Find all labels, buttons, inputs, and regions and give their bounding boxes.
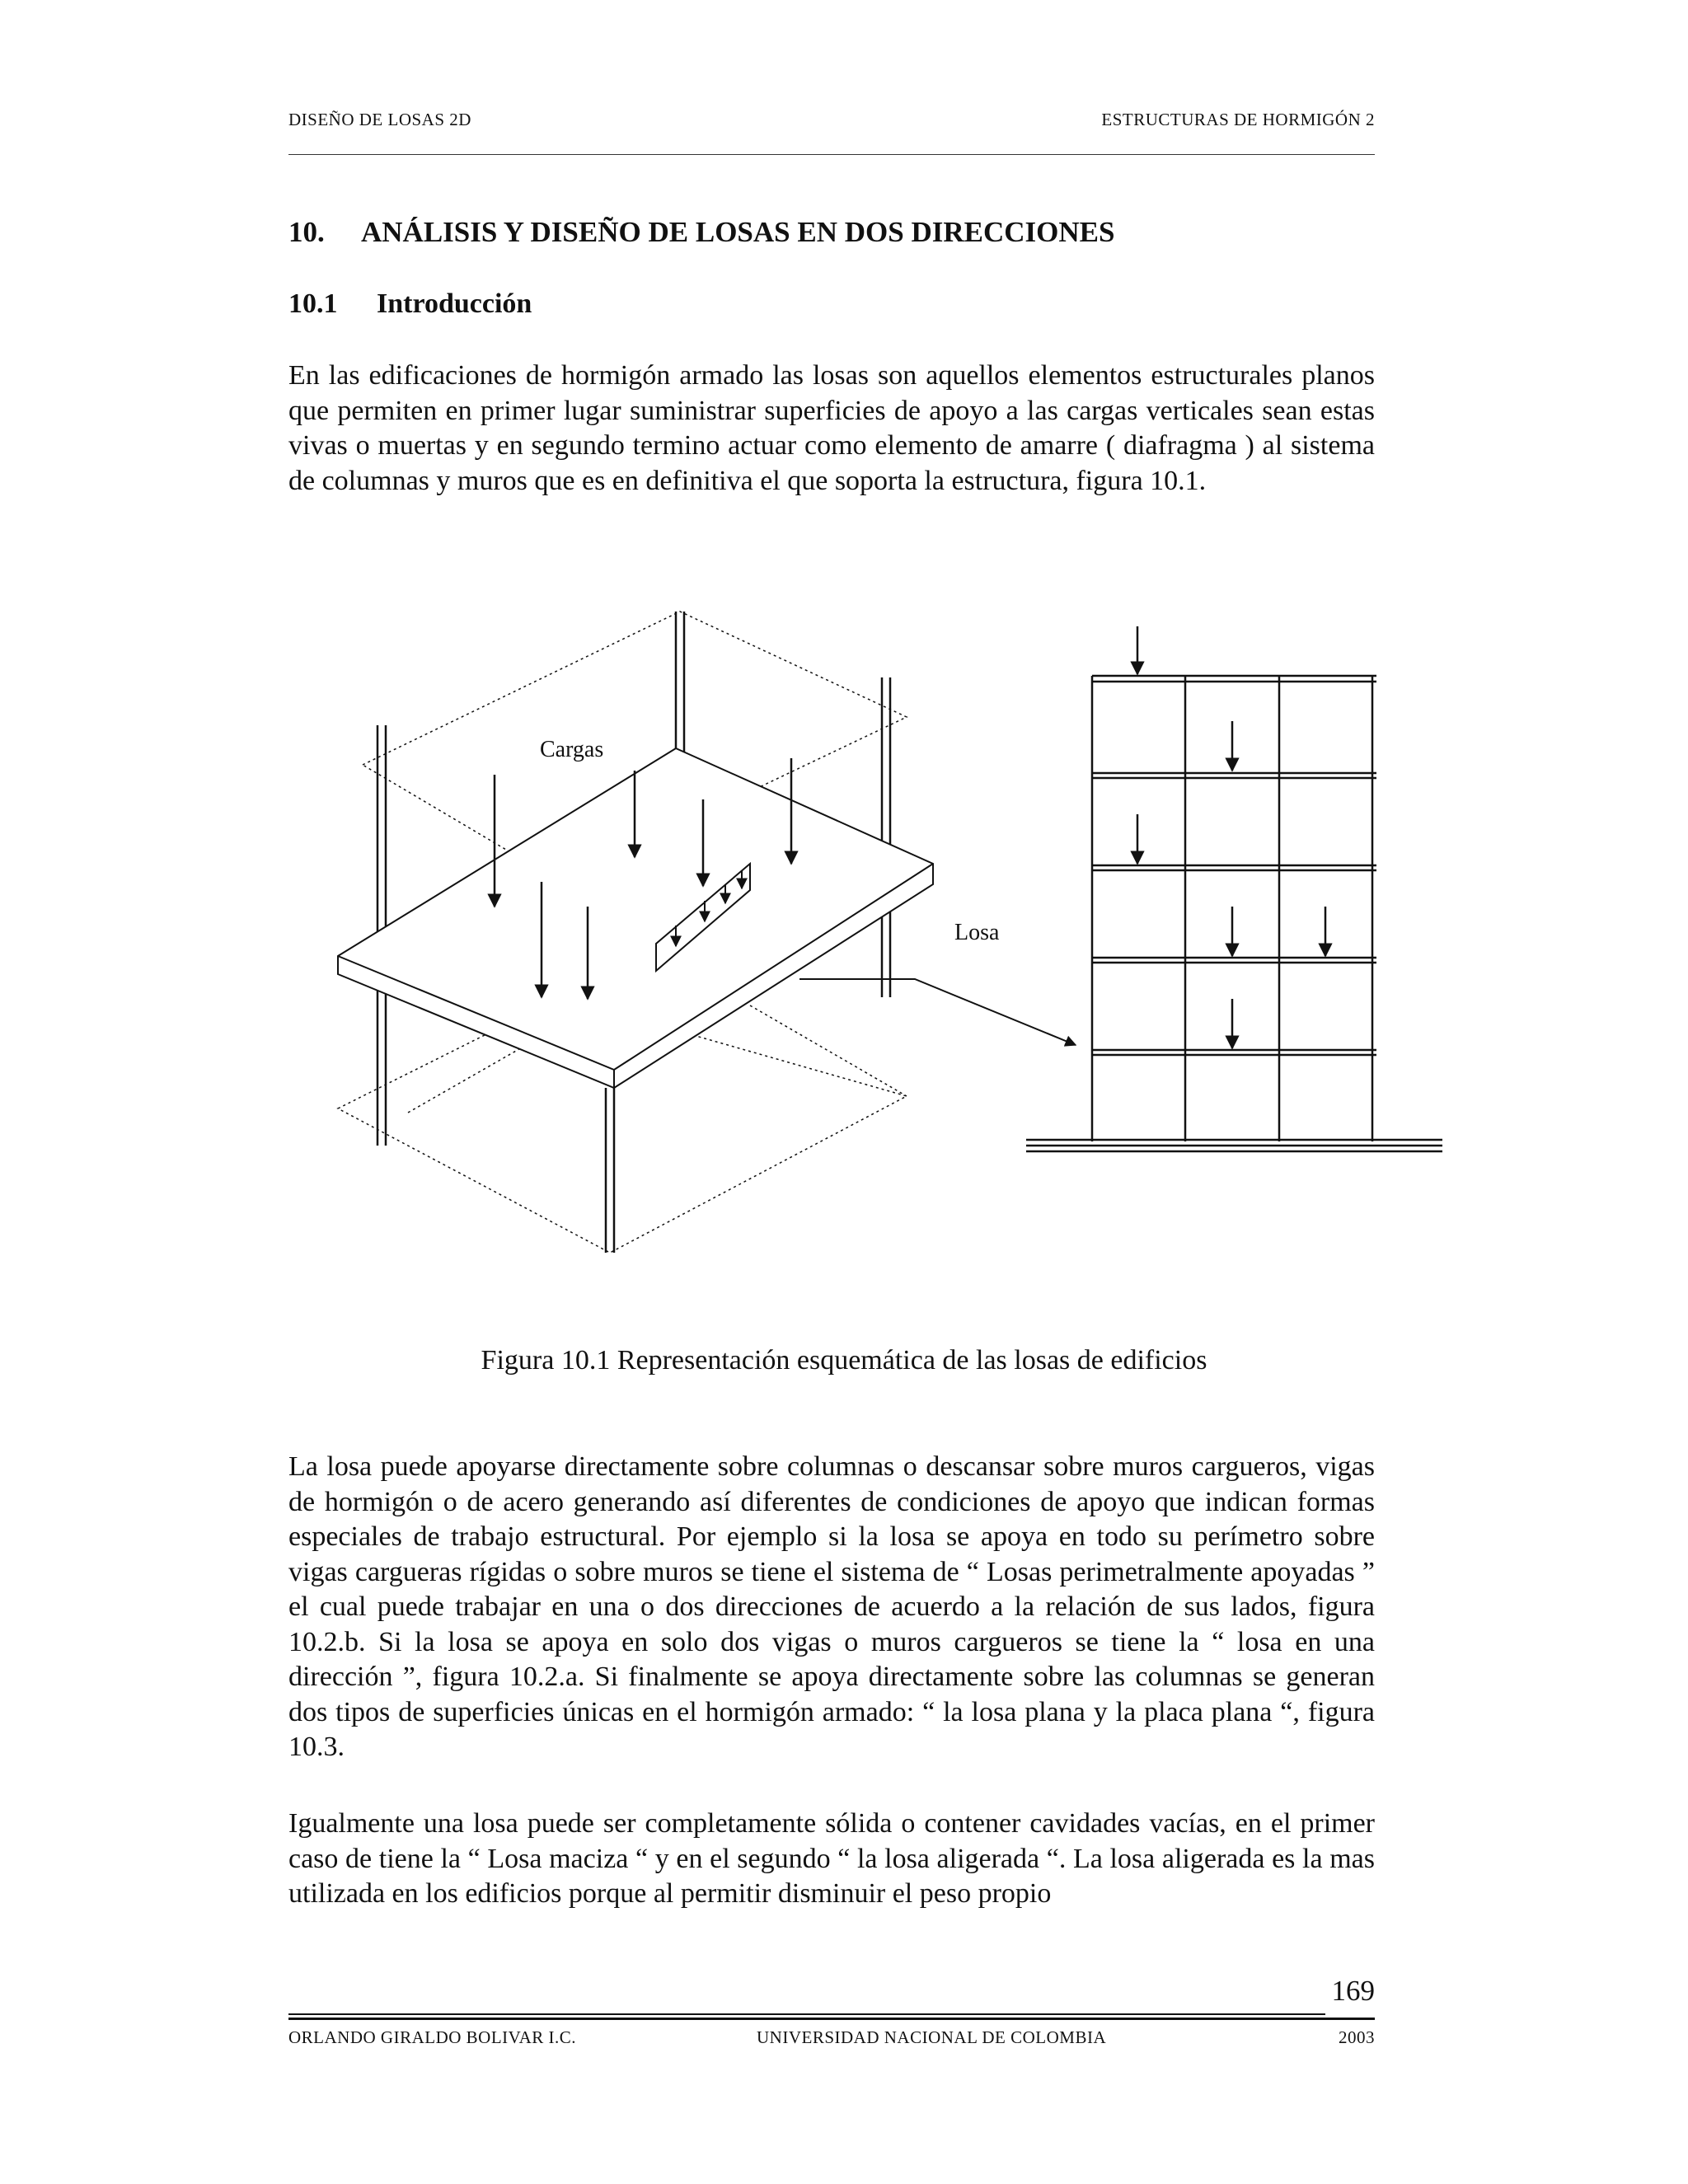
paragraph-support-conditions: La losa puede apoyarse directamente sobre columnas o descansar sobre muros cargueros, vigas de hormigón o de acero generando así diferentes de condiciones de apoyo que indican formas especiales de trabajo estructural. Por ejemplo si la losa se apoya en todo su perímetro sobre vigas cargueras rígidas o sobre muros se tiene el sistema de “ Losas perimetralmente apoyadas ” el cual puede trabajar en una o dos direcciones de acuerdo a la relación de sus lados, figura 10.2.b. Si la losa se apoya en solo dos vigas o muros cargueros se tiene la “ losa en una dirección ”, figura 10.2.a. Si finalmente se apoya directamente sobre las columnas se generan dos tipos de superficies únicas en el hormigón armado: “ la losa plana y la placa plana “, figura 10.3. [288, 1451, 1375, 1762]
section-number: 10.1 [288, 288, 338, 319]
running-header-right: ESTRUCTURAS DE HORMIGÓN 2 [1101, 110, 1375, 129]
figure-caption: Figura 10.1 Representación esquemática de las losas de edificios [481, 1345, 1207, 1376]
chapter-heading [288, 216, 1114, 249]
building-load-arrows [1137, 626, 1325, 1048]
section-title: Introducción [377, 288, 532, 319]
paragraph-solid-vs-ribbed: Igualmente una losa puede ser completamente sólida o contener cavidades vacías, en el primer caso de tiene la “ Losa maciza “ y en el segundo “ la losa aligerada “. La losa aligerada es la mas utilizada en los edificios porque al permitir disminuir el peso propio [288, 1808, 1375, 1909]
header-rule [288, 154, 1375, 155]
running-header-left: DISEÑO DE LOSAS 2D [288, 110, 471, 129]
label-cargas: Cargas [540, 737, 604, 762]
footer-rule-thin [288, 2013, 1325, 2015]
section-heading [288, 288, 532, 320]
footer-year: 2003 [1339, 2027, 1375, 2047]
chapter-number: 10. [288, 216, 325, 248]
figure-10-1 [313, 602, 1451, 1261]
label-losa: Losa [954, 920, 1000, 945]
footer-author: ORLANDO GIRALDO BOLIVAR I.C. [288, 2027, 577, 2047]
chapter-title: ANÁLISIS Y DISEÑO DE LOSAS EN DOS DIRECCIONES [361, 216, 1115, 248]
losa-leader-line [799, 979, 1076, 1045]
paragraph-intro: En las edificaciones de hormigón armado las losas son aquellos elementos estructurales planos que permiten en primer lugar suministrar superficies de apoyo a las cargas verticales sean estas vivas o muertas y en segundo termino actuar como elemento de amarre ( diafragma ) al sistema de columnas y muros que es en definitiva el que soporta la estructura, figura 10.1. [288, 360, 1375, 496]
building-frame [1026, 676, 1442, 1151]
footer-rule-thick [288, 2018, 1375, 2020]
footer-institution: UNIVERSIDAD NACIONAL DE COLOMBIA [757, 2027, 1107, 2047]
page-number: 169 [1331, 1975, 1375, 2007]
